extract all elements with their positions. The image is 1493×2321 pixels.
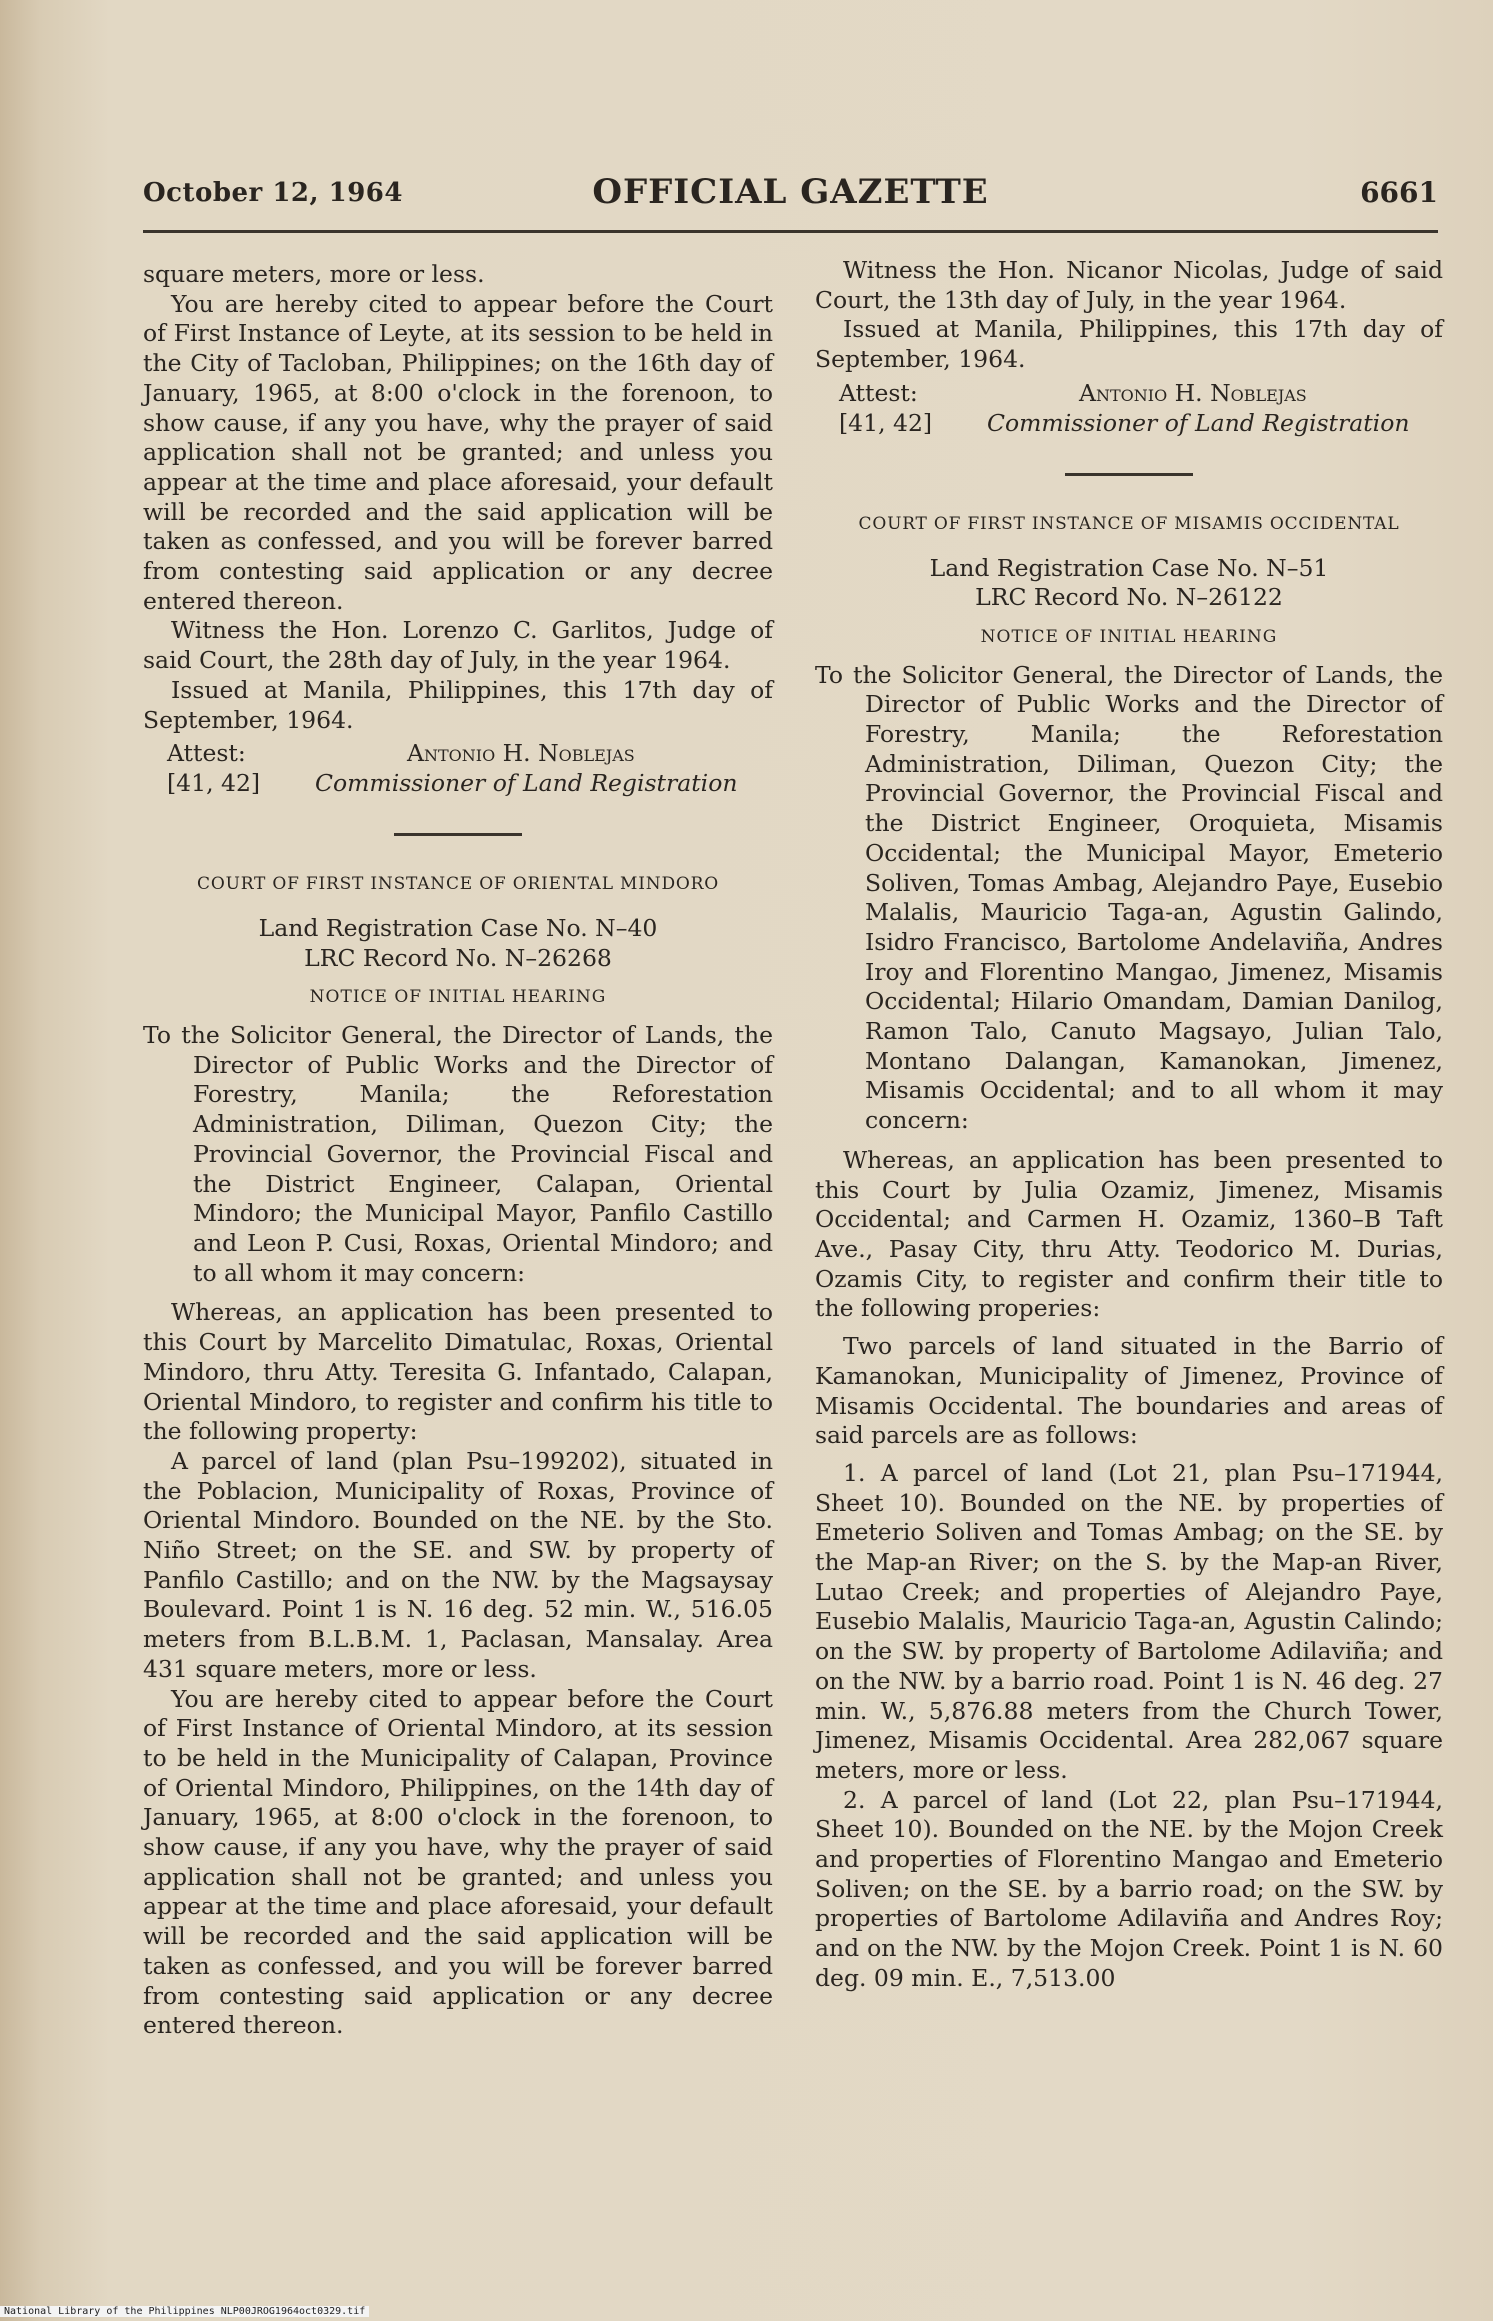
paragraph: Whereas, an application has been presented to this Court by Marcelito Dimatulac, Roxas, Oriental Mindoro, thru Atty. Teresita G. Infantado, Calapan, Oriental Mindoro, to register and confirm his title to the following property: — [143, 1298, 773, 1446]
attest-label: Attest: — [167, 739, 246, 768]
addressees: To the Solicitor General, the Director of Lands, the Director of Public Works and the Director of Forestry, Manila; the Reforestation Administration, Diliman, Quezon City; the Provincial Governor, the Provincial Fiscal and the District Engineer, Calapan, Oriental Mindoro; the Municipal Mayor, Panfilo Castillo and Leon P. Cusi, Roxas, Oriental Mindoro; and to all whom it may concern: — [143, 1021, 773, 1287]
case-number: Land Registration Case No. N–51 — [929, 553, 1329, 582]
paragraph: 1. A parcel of land (Lot 21, plan Psu–171944, Sheet 10). Bounded on the NE. by properties of Emeterio Soliven and Tomas Ambag; on the SE. by the Map-an River; on the S. by the Map-an River, Lutao Creek; and properties of Alejandro Paye, Eusebio Malalis, Mauricio Taga-an, Agustin Calindo; on the SW. by property of Bartolome Adilaviña; and on the NW. by a barrio road. Point 1 is N. 46 deg. 27 min. W., 5,876.88 meters from the Church Tower, Jimenez, Misamis Occidental. Area 282,067 square meters, more or less. — [815, 1458, 1443, 1784]
page-header — [143, 172, 1438, 222]
issue-date-month: October — [143, 178, 263, 208]
paragraph: A parcel of land (plan Psu–199202), situated in the Poblacion, Municipality of Roxas, Province of Oriental Mindoro. Bounded on the NE. by the Sto. Niño Street; on the SE. and SW. by property of Panfilo Castillo; and on the NW. by the Magsaysay Boulevard. Point 1 is N. 16 deg. 52 min. W., 516.05 meters from B.L.B.M. 1, Paclasan, Mansalay. Area 431 square meters, more or less. — [143, 1446, 773, 1683]
lrc-record: LRC Record No. N–26122 — [975, 583, 1283, 612]
addressees: To the Solicitor General, the Director of Lands, the Director of Public Works and the Director of Forestry, Manila; the Reforestation Administration, Diliman, Quezon City; the Provincial Governor, the Provincial Fiscal and the District Engineer, Oroquieta, Misamis Occidental; the Municipal Mayor, Emeterio Soliven, Tomas Ambag, Alejandro Paye, Eusebio Malalis, Mauricio Taga-an, Agustin Galindo, Isidro Francisco, Bartolome Andelaviña, Andres Iroy and Florentino Mangao, Jimenez, Misamis Occidental; Hilario Omandam, Damian Danilog, Ramon Talo, Canuto Magsayo, Julian Talo, Montano Dalangan, Kamanokan, Jimenez, Misamis Occidental; and to all whom it may concern: — [815, 660, 1443, 1135]
right-column — [815, 256, 1443, 1994]
left-column — [143, 260, 773, 2041]
notice-heading: NOTICE OF INITIAL HEARING — [309, 987, 607, 1008]
publication-title: OFFICIAL GAZETTE — [592, 172, 989, 212]
paragraph: 2. A parcel of land (Lot 22, plan Psu–171944, Sheet 10). Bounded on the NE. by the Mojon Creek and properties of Florentino Mangao and Emeterio Soliven; on the SE. by a barrio road; on the SW. by properties of Bartolome Adilaviña and Andres Roy; and on the NW. by the Mojon Creek. Point 1 is N. 60 deg. 09 min. E., 7,513.00 — [815, 1785, 1443, 1992]
paragraph: Witness the Hon. Lorenzo C. Garlitos, Judge of said Court, the 28th day of July, in the year 1964. — [143, 616, 773, 675]
lrc-record: LRC Record No. N–26268 — [304, 943, 612, 972]
paragraph: Issued at Manila, Philippines, this 17th day of September, 1964. — [143, 675, 773, 734]
attest-block — [143, 739, 773, 799]
attest-reference: [41, 42] — [839, 408, 933, 437]
attest-signatory: Antonio H. Noblejas — [407, 739, 635, 768]
page-number: 6661 — [1360, 176, 1438, 209]
attest-reference: [41, 42] — [167, 769, 261, 798]
attest-block — [815, 379, 1443, 439]
issue-date-rest: 12, 1964 — [272, 178, 403, 208]
court-heading: COURT OF FIRST INSTANCE OF MISAMIS OCCIDENTAL — [858, 513, 1400, 534]
paragraph: Two parcels of land situated in the Barrio of Kamanokan, Municipality of Jimenez, Province of Misamis Occidental. The boundaries and areas of said parcels are as follows: — [815, 1332, 1443, 1450]
scan-footer: National Library of the Philippines NLP00JROG1964oct0329.tif — [0, 2306, 369, 2317]
section-divider — [1065, 473, 1193, 476]
attest-label: Attest: — [839, 378, 918, 407]
paragraph: square meters, more or less. — [143, 260, 485, 288]
header-rule — [143, 230, 1438, 233]
section-divider — [394, 833, 522, 836]
paragraph: You are hereby cited to appear before the Court of First Instance of Leyte, at its session to be held in the City of Tacloban, Philippines; on the 16th day of January, 1965, at 8:00 o'clock in the forenoon, to show cause, if any you have, why the prayer of said application shall not be granted; and unless you appear at the time and place aforesaid, your default will be recorded and the said application will be taken as confessed, and you will be forever barred from contesting said application or any decree entered thereon. — [143, 289, 773, 615]
court-heading: COURT OF FIRST INSTANCE OF ORIENTAL MINDORO — [197, 874, 719, 895]
attest-signatory: Antonio H. Noblejas — [1079, 378, 1307, 407]
paragraph: Witness the Hon. Nicanor Nicolas, Judge of said Court, the 13th day of July, in the year 1964. — [815, 256, 1443, 314]
attest-title: Commissioner of Land Registration — [987, 408, 1410, 437]
case-number: Land Registration Case No. N–40 — [258, 913, 658, 942]
notice-heading: NOTICE OF INITIAL HEARING — [980, 626, 1278, 647]
paragraph: You are hereby cited to appear before the Court of First Instance of Oriental Mindoro, at its session to be held in the Municipality of Calapan, Province of Oriental Mindoro, Philippines, on the 14th day of January, 1965, at 8:00 o'clock in the forenoon, to show cause, if any you have, why the prayer of said application shall not be granted; and unless you appear at the time and place aforesaid, your default will be recorded and the said application will be taken as confessed, and you will be forever barred from contesting said application or any decree entered thereon. — [143, 1684, 773, 2040]
paragraph: Whereas, an application has been presented to this Court by Julia Ozamiz, Jimenez, Misamis Occidental; and Carmen H. Ozamiz, 1360–B Taft Ave., Pasay City, thru Atty. Teodorico M. Durias, Ozamis City, to register and confirm their title to the following properies: — [815, 1145, 1443, 1323]
attest-title: Commissioner of Land Registration — [315, 769, 738, 798]
paragraph: Issued at Manila, Philippines, this 17th day of September, 1964. — [815, 315, 1443, 374]
